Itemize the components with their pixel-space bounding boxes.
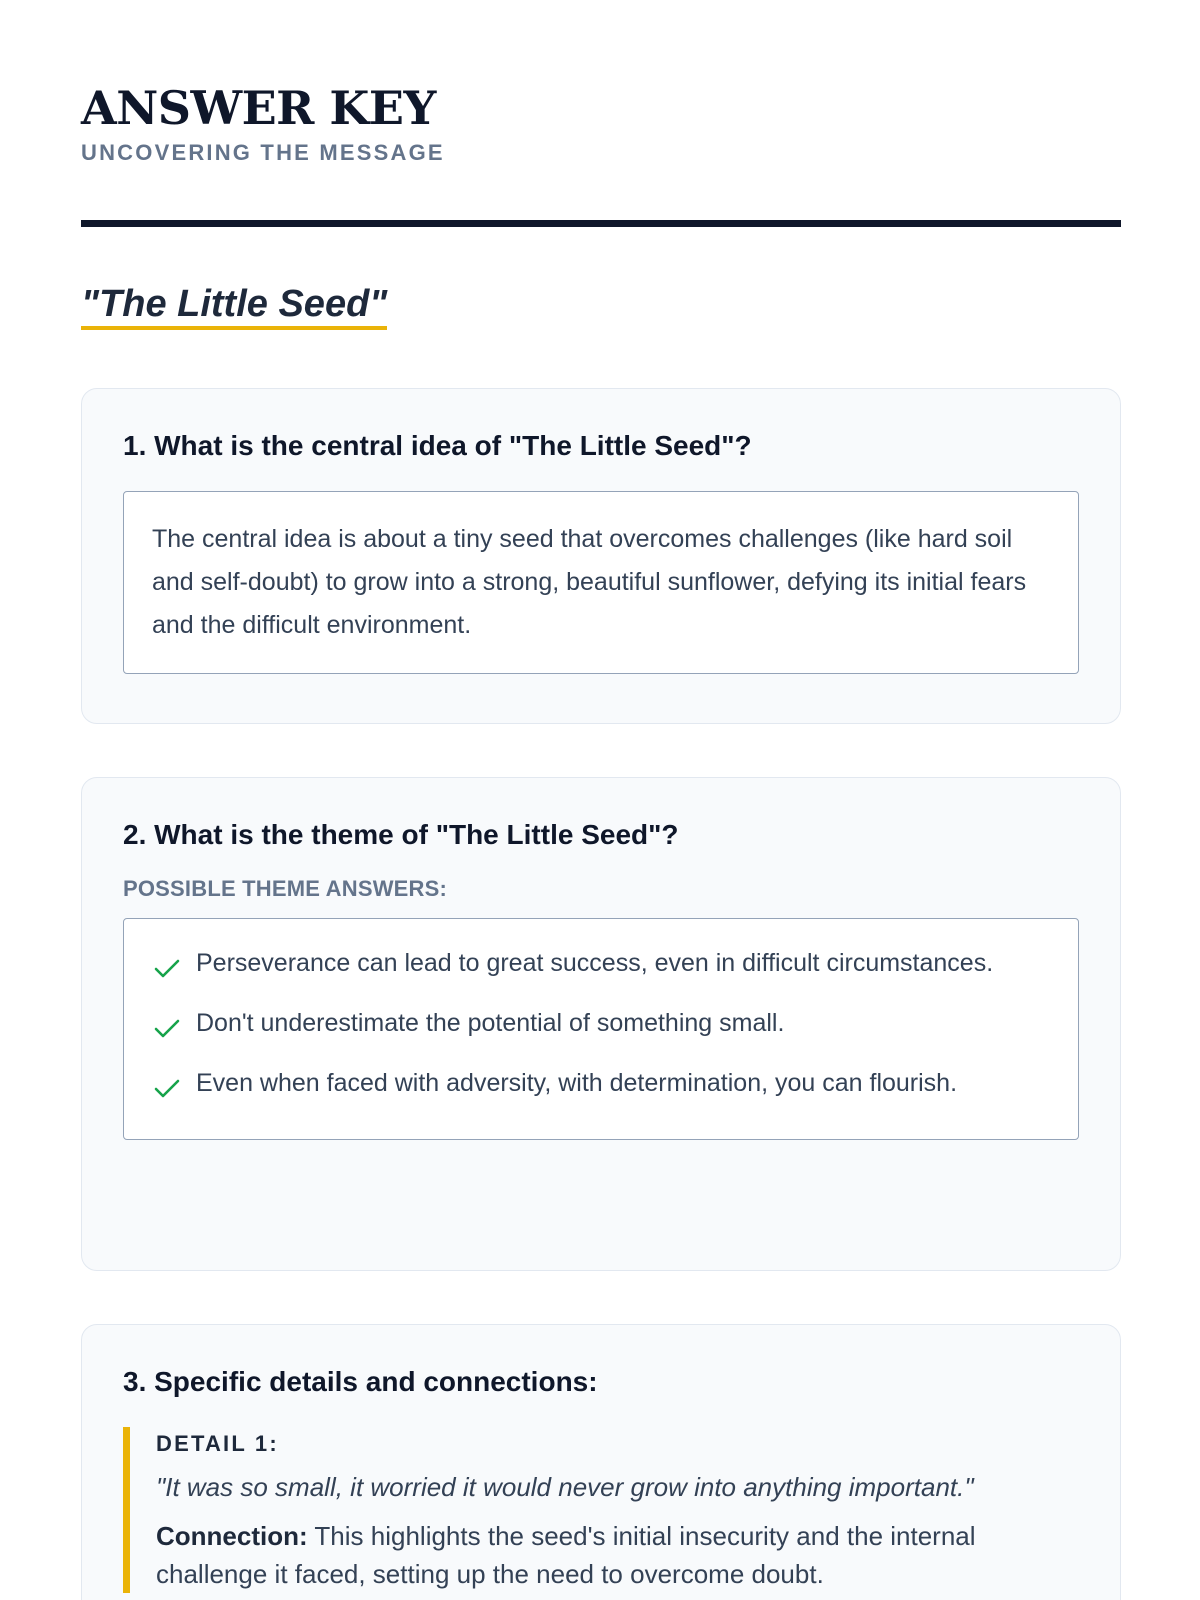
connection-label: Connection: — [156, 1521, 308, 1551]
theme-answer-item — [152, 1003, 1050, 1043]
detail-quote: "It was so small, it worried it would never grow into anything important." — [156, 1472, 974, 1502]
detail-block — [123, 1427, 1079, 1593]
story-title: "The Little Seed" — [81, 282, 387, 330]
theme-answer-text: Perseverance can lead to great success, even in difficult circumstances. — [196, 949, 994, 977]
theme-answers-box — [123, 918, 1079, 1140]
theme-answers-list — [152, 943, 1050, 1103]
question-2-title: 2. What is the theme of "The Little Seed"? — [123, 819, 679, 850]
question-card-2 — [81, 777, 1121, 1271]
question-card-1 — [81, 388, 1121, 724]
question-1-title: 1. What is the central idea of "The Little Seed"? — [123, 430, 752, 461]
detail-connection — [156, 1517, 1079, 1593]
theme-answer-item — [152, 1063, 1050, 1103]
page-header — [81, 80, 1121, 166]
theme-answer-text: Don't underestimate the potential of something small. — [196, 1009, 785, 1037]
question-card-3 — [81, 1324, 1121, 1600]
check-icon — [152, 1012, 182, 1036]
theme-answer-text: Even when faced with adversity, with determination, you can flourish. — [196, 1069, 958, 1097]
question-3-title: 3. Specific details and connections: — [123, 1366, 598, 1397]
question-1-answer: The central idea is about a tiny seed that overcomes challenges (like hard soil and self-doubt) to grow into a strong, beautiful sunflower, defying its initial fears and the difficult environment. — [123, 491, 1079, 674]
check-icon — [152, 952, 182, 976]
detail-label: DETAIL 1: — [156, 1431, 279, 1456]
connection-text: This highlights the seed's initial insecurity and the internal challenge it faced, setting up the need to overcome doubt. — [156, 1521, 976, 1589]
page-title: ANSWER KEY — [81, 81, 436, 135]
theme-answers-label: POSSIBLE THEME ANSWERS: — [123, 876, 448, 901]
story-title-section — [81, 282, 387, 330]
header-divider — [81, 220, 1121, 227]
page-subtitle: UNCOVERING THE MESSAGE — [81, 140, 445, 165]
theme-answer-item — [152, 943, 1050, 983]
check-icon — [152, 1072, 182, 1096]
